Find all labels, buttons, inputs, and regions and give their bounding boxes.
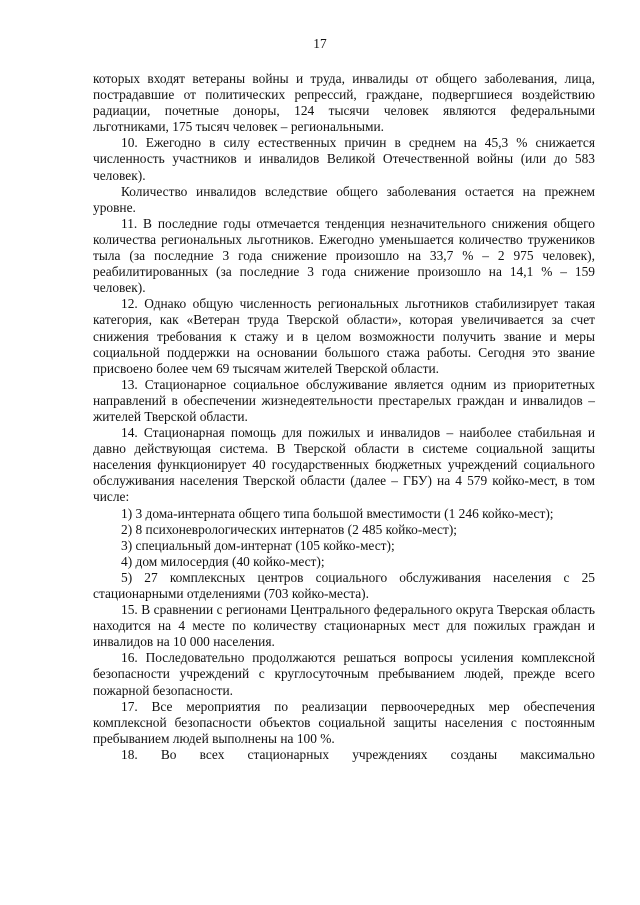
paragraph-continuation: которых входят ветераны войны и труда, инвалиды от общего заболевания, лица, пострадавшие от политических репрессий, граждане, подвергшиеся воздействию радиации, почетные доноры, 124 тысячи человек являются федеральными льготниками, 175 тысяч человек – региональными. <box>93 71 595 135</box>
list-item-1: 1) 3 дома-интерната общего типа большой вместимости (1 246 койко-мест); <box>121 505 554 521</box>
list-item-5: 5) 27 комплексных центров социального обслуживания населения с 25 стационарными отделениями (703 койко-места). <box>93 569 595 601</box>
paragraph-13: 13. Стационарное социальное обслуживание является одним из приоритетных направлений в обеспечении жизнедеятельности престарелых граждан и инвалидов – жителей Тверской области. <box>93 376 595 424</box>
document-body <box>93 71 595 763</box>
paragraph-11: 11. В последние годы отмечается тенденция незначительного снижения общего количества региональных льготников. Ежегодно уменьшается количество тружеников тыла (за последние 3 года снижение произошло на 33,7 % – 2 975 человек), реабилитированных (за последние 3 года снижение произошло на 14,1 % – 159 человек). <box>93 215 595 296</box>
list-item-3: 3) специальный дом-интернат (105 койко-мест); <box>121 537 395 553</box>
paragraph-15: 15. В сравнении с регионами Центрального федерального округа Тверская область находится на 4 месте по количеству стационарных мест для пожилых граждан и инвалидов на 10 000 населения. <box>93 602 595 650</box>
paragraph-18: 18. Во всех стационарных учреждениях созданы максимально <box>121 746 595 762</box>
paragraph-10: 10. Ежегодно в силу естественных причин в среднем на 45,3 % снижается численность участников и инвалидов Великой Отечественной войны (или до 583 человек). <box>93 135 595 183</box>
paragraph-16: 16. Последовательно продолжаются решаться вопросы усиления комплексной безопасности учреждений с круглосуточным пребыванием людей, прежде всего пожарной безопасности. <box>93 650 595 698</box>
page-number: 17 <box>313 36 327 51</box>
paragraph-disability-count: Количество инвалидов вследствие общего заболевания остается на прежнем уровне. <box>93 183 595 215</box>
paragraph-17: 17. Все мероприятия по реализации первоочередных мер обеспечения комплексной безопасности объектов социальной защиты населения с постоянным пребыванием людей выполнены на 100 %. <box>93 698 595 746</box>
paragraph-14: 14. Стационарная помощь для пожилых и инвалидов – наиболее стабильная и давно действующая система. В Тверской области в системе социальной защиты населения функционирует 40 государственных бюджетных учреждений социального обслуживания населения Тверской области (далее – ГБУ) на 4 579 койко-мест, в том числе: <box>93 425 595 505</box>
list-item-4: 4) дом милосердия (40 койко-мест); <box>121 553 325 569</box>
paragraph-12: 12. Однако общую численность региональных льготников стабилизирует такая категория, как «Ветеран труда Тверской области», которая увеличивается за счет снижения требования к стажу и в целом возможности получить звание и меры социальной поддержки на основании большого стажа работы. Сегодня это звание присвоено более чем 69 тысячам жителей Тверской области. <box>93 296 595 376</box>
list-item-2: 2) 8 психоневрологических интернатов (2 485 койко-мест); <box>121 521 458 537</box>
